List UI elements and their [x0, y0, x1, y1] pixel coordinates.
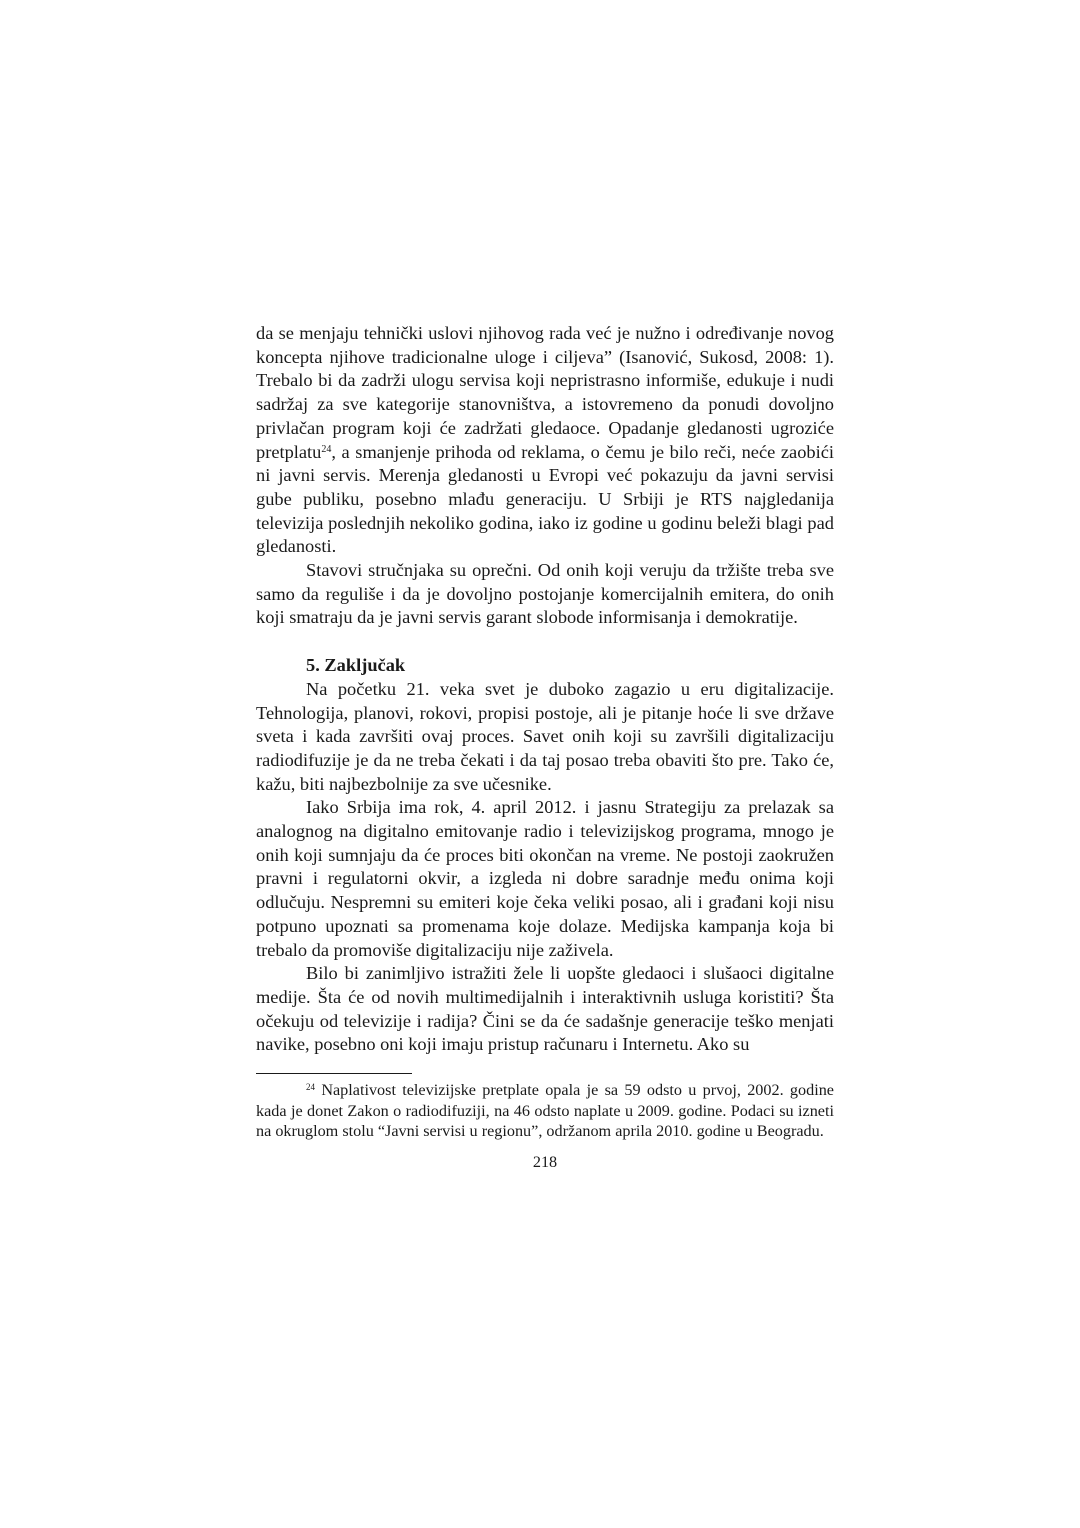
paragraph-1 — [256, 322, 834, 559]
page-number: 218 — [532, 1153, 558, 1172]
footnote — [256, 1080, 834, 1141]
footnote-divider — [256, 1073, 412, 1074]
paragraph-5: Bilo bi zanimljivo istražiti žele li uopšte gledaoci i slušaoci digitalne medije. Šta će od novih multimedijalnih i interaktivnih usluga koristiti? Šta očekuju od televizije i radija? Čini se da će sadašnje generacije teško menjati navike, posebno oni koji imaju pristup računaru i Internetu. Ako su — [256, 963, 834, 1055]
footnote-text: Naplativost televizijske pretplate opala je sa 59 odsto u prvoj, 2002. godine kada je donet Zakon o radiodifuziji, na 46 odsto naplate u 2009. godine. Podaci su izneti na okruglom stolu “Javni servisi u regionu”, održanom aprila 2010. godine u Beogradu. — [256, 1081, 834, 1140]
paragraph-3: Na početku 21. veka svet je duboko zagazio u eru digitalizacije. Tehnologija, planovi, rokovi, propisi postoje, ali je pitanje hoće li sve države sveta i kada završiti ovaj proces. Savet onih koji su završili digitalizaciju radiodifuzije je da ne treba čekati i da taj posao treba obaviti što pre. Tako će, kažu, biti najbezbolnije za sve učesnike. — [256, 678, 834, 794]
paragraph-1-text-b: , a smanjenje prihoda od reklama, o čemu je bilo reči, neće zaobići ni javni servis. Merenja gledanosti u Evropi već pokazuju da javni servisi gube publiku, posebno mlađu generaciju. U Srbiji je RTS najgledanija televizija poslednjih nekoliko godina, iako iz godine u godinu beleži blagi pad gledanosti. — [256, 441, 834, 557]
paragraph-2: Stavovi stručnjaka su oprečni. Od onih koji veruju da tržište treba sve samo da reguliše i da je dovoljno postojanje komercijalnih emitera, do onih koji smatraju da je javni servis garant slobode informisanja i demokratije. — [256, 560, 834, 628]
footnote-number: 24 — [306, 1082, 315, 1093]
paragraph-1-text-a: da se menjaju tehnički uslovi njihovog rada već je nužno i određivanje novog koncepta njihove tradicionalne uloge i ciljeva” (Isanović, Sukosd, 2008: 1). Trebalo bi da zadrži ulogu servisa koji nepristrasno informiše, edukuje i nudi sadržaj za sve kategorije stanovništva, a istovremeno da ponudi dovoljno privlačan program koji će zadržati gledaoce. Opadanje gledanosti ugroziće pretplatu — [256, 323, 834, 462]
paragraph-4: Iako Srbija ima rok, 4. april 2012. i jasnu Strategiju za prelazak sa analognog na digitalno emitovanje radio i televizijskog programa, mnogo je onih koji sumnjaju da će proces biti okončan na vreme. Ne postoji zaokružen pravni i regulatorni okvir, a izgleda ni dobre saradnje među onima koji odlučuju. Nespremni su emiteri koje čeka veliki posao, ali i građani koji nisu potpuno upoznati sa promenama koje dolaze. Medijska kampanja koja bi trebalo da promoviše digitalizaciju nije zaživela. — [256, 797, 834, 960]
section-heading: 5. Zaključak — [306, 655, 406, 676]
page-content — [256, 322, 834, 1172]
footnote-reference[interactable]: 24 — [321, 443, 332, 455]
